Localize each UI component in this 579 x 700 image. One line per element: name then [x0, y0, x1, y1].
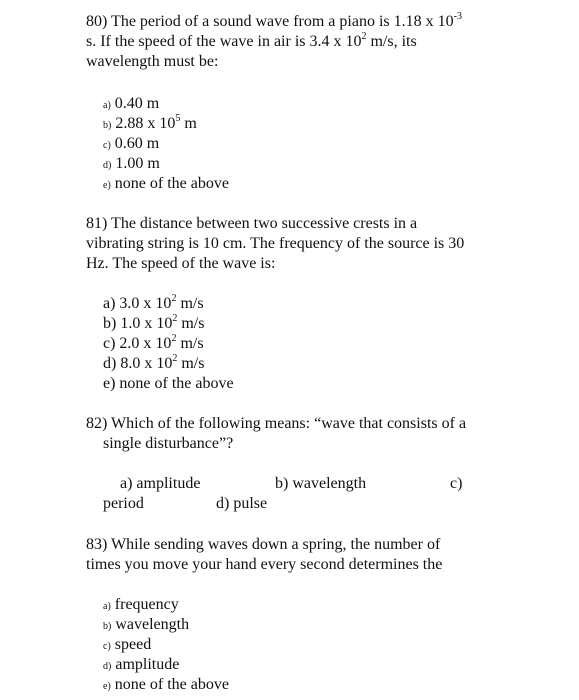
q82-stem-text-2: single disturbance”? — [103, 435, 234, 452]
q81-stem-line-2 — [86, 234, 464, 254]
option-text: wavelength — [115, 616, 190, 633]
q82-stem-line-2 — [103, 434, 233, 454]
option-letter: b) — [103, 120, 112, 131]
option-letter: c) — [103, 140, 111, 151]
q80-option-a — [103, 94, 159, 116]
q83-option-d — [103, 655, 179, 677]
option-exponent: 2 — [171, 292, 177, 304]
q80-stem-line-2 — [86, 32, 417, 52]
q83-stem-line-1 — [86, 535, 440, 555]
q81-stem-text-1: 81) The distance between two successive crests in a — [86, 215, 418, 232]
q83-stem-text-1: 83) While sending waves down a spring, the number of — [86, 536, 441, 553]
q81-option-b — [103, 314, 204, 334]
option-letter: b) — [103, 621, 112, 632]
q82-stem-text-1: 82) Which of the following means: “wave that consists of a — [86, 415, 467, 432]
option-letter: a) — [103, 100, 111, 111]
option-letter: e) — [103, 681, 111, 692]
option-text: d) 8.0 x 10 — [103, 355, 173, 372]
option-text: 1.00 m — [115, 155, 160, 172]
option-text: 0.60 m — [114, 135, 160, 152]
option-letter: d) — [103, 160, 112, 171]
q81-option-c — [103, 334, 204, 354]
q82-stem-line-1 — [86, 414, 466, 434]
option-text: c) — [450, 475, 463, 492]
q80-period-exponent: -3 — [453, 10, 462, 22]
q80-speed-exponent: 2 — [361, 30, 367, 42]
option-text: a) 3.0 x 10 — [103, 295, 172, 312]
option-text: c) 2.0 x 10 — [103, 335, 172, 352]
option-unit: m — [180, 115, 197, 132]
option-text: b) 1.0 x 10 — [103, 315, 173, 332]
q80-stem-line-1 — [86, 12, 462, 32]
q83-stem-line-2 — [86, 555, 442, 575]
option-text: 0.40 m — [114, 95, 160, 112]
q81-option-d — [103, 354, 204, 374]
option-unit: m/s — [177, 355, 205, 372]
q80-stem-text-3: wavelength must be: — [86, 53, 219, 70]
option-text: 2.88 x 10 — [115, 115, 176, 132]
q80-option-d — [103, 154, 160, 176]
q80-stem-text-2b: m/s, its — [366, 33, 417, 50]
q81-stem-text-3: Hz. The speed of the wave is: — [86, 255, 276, 272]
q80-option-e — [103, 174, 229, 196]
q83-option-c — [103, 635, 151, 657]
option-text: e) none of the above — [103, 375, 234, 392]
q80-option-c — [103, 134, 159, 156]
option-exponent: 5 — [175, 112, 181, 124]
q83-option-a — [103, 595, 179, 617]
option-text: d) pulse — [216, 495, 268, 512]
q81-stem-line-1 — [86, 214, 417, 234]
q80-stem-line-3 — [86, 52, 218, 72]
option-letter: c) — [103, 641, 111, 652]
q83-option-e — [103, 675, 229, 697]
option-unit: m/s — [176, 335, 204, 352]
option-text: period — [103, 495, 144, 512]
option-exponent: 2 — [172, 352, 178, 364]
q83-stem-text-2: times you move your hand every second determines the — [86, 556, 443, 573]
q82-option-a — [120, 474, 200, 494]
option-text: none of the above — [114, 175, 229, 192]
option-text: b) wavelength — [275, 475, 367, 492]
option-letter: d) — [103, 661, 112, 672]
q83-option-b — [103, 615, 189, 637]
q81-option-a — [103, 294, 204, 314]
option-text: speed — [114, 636, 152, 653]
q80-stem-text-1: 80) The period of a sound wave from a piano is 1.18 x 10 — [86, 13, 454, 30]
q82-option-c-continued — [103, 494, 144, 514]
option-text: amplitude — [115, 656, 180, 673]
q81-stem-line-3 — [86, 254, 275, 274]
q80-option-b — [103, 114, 197, 136]
option-letter: e) — [103, 180, 111, 191]
option-text: a) amplitude — [120, 475, 201, 492]
option-text: frequency — [114, 596, 179, 613]
option-text: none of the above — [114, 676, 229, 693]
option-exponent: 2 — [172, 312, 178, 324]
q82-option-d — [216, 494, 267, 514]
option-unit: m/s — [176, 295, 204, 312]
option-letter: a) — [103, 601, 111, 612]
q81-stem-text-2: vibrating string is 10 cm. The frequency of the source is 30 — [86, 235, 465, 252]
q80-stem-text-2a: s. If the speed of the wave in air is 3.4 x 10 — [86, 33, 362, 50]
q82-option-b — [275, 474, 366, 494]
q81-option-e — [103, 374, 234, 394]
option-unit: m/s — [177, 315, 205, 332]
option-exponent: 2 — [171, 332, 177, 344]
q82-option-c — [450, 474, 462, 494]
